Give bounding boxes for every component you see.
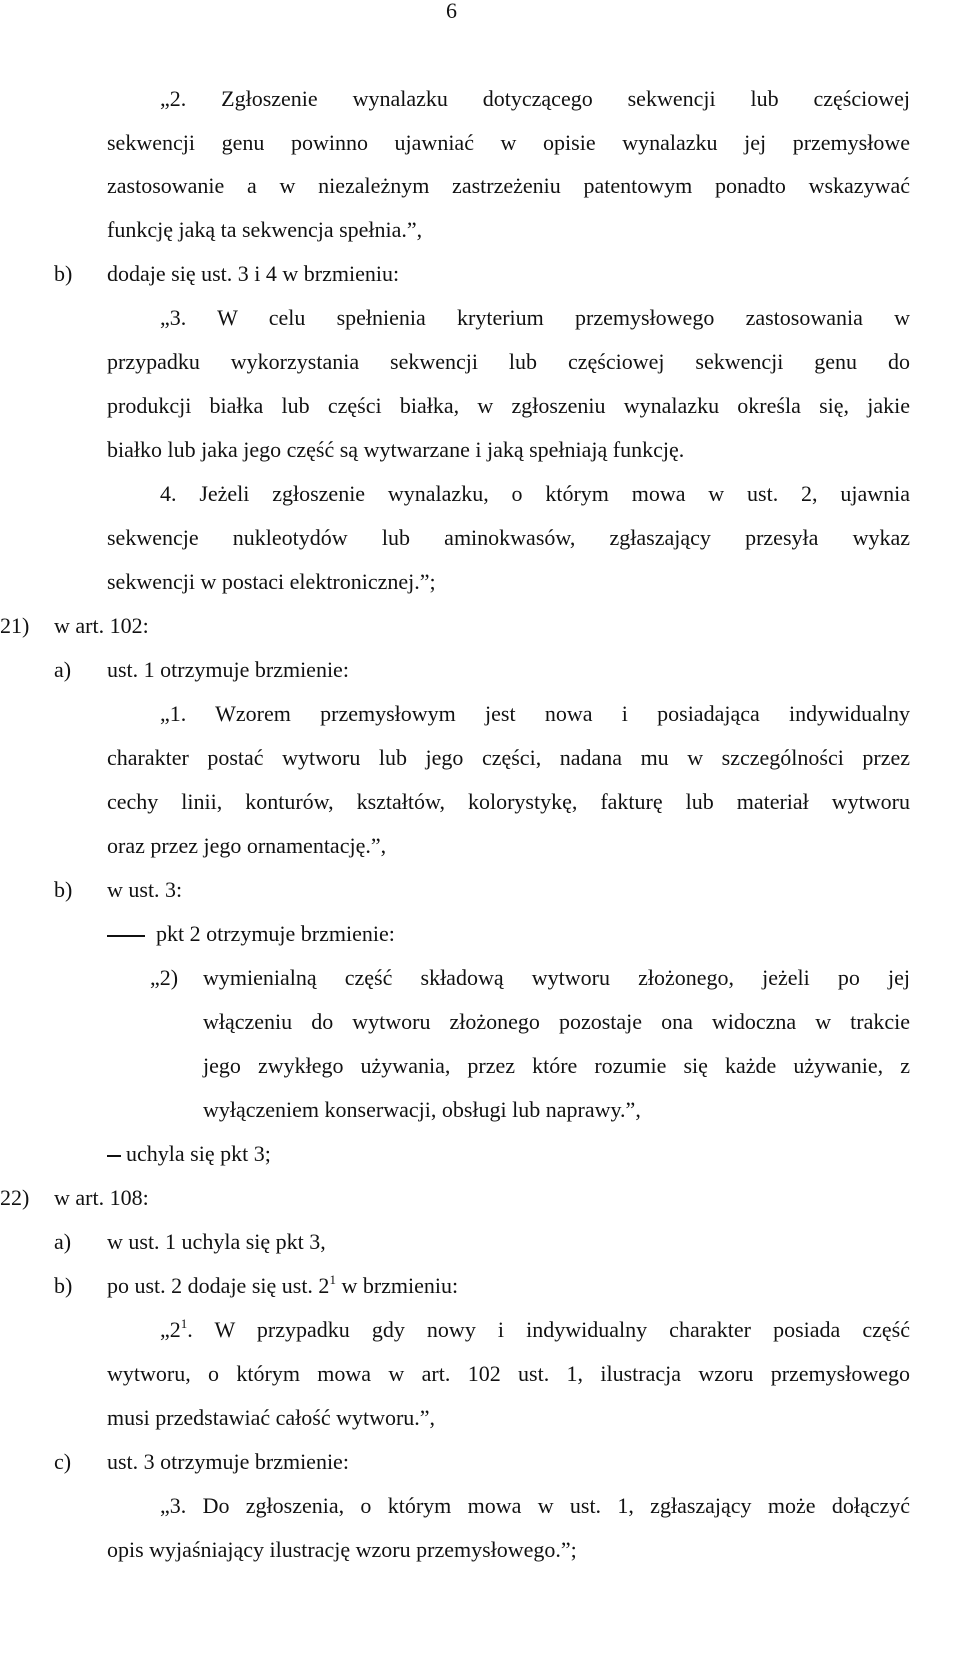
paragraph-line: 4. Jeżeli zgłoszenie wynalazku, o którym mowa w ust. 2, ujawnia [160, 481, 910, 506]
paragraph-line: sekwencji genu powinno ujawniać w opisie wynalazku jej przemysłowe [107, 130, 910, 155]
list-item-text: pkt 2 otrzymuje brzmienie: [156, 921, 395, 946]
superscript: 1 [180, 1316, 188, 1331]
list-marker: b) [54, 1273, 73, 1298]
list-marker: a) [54, 1229, 72, 1254]
list-item-text [107, 1271, 458, 1301]
paragraph-line: sekwencji w postaci elektronicznej.”; [107, 569, 436, 594]
paragraph-line: funkcję jaką ta sekwencja spełnia.”, [107, 217, 423, 242]
paragraph-line: wymienialną część składową wytworu złożonego, jeżeli po jej [203, 965, 910, 990]
list-item-text: dodaje się ust. 3 i 4 w brzmieniu: [107, 261, 400, 286]
dash-bullet [107, 1155, 121, 1157]
paragraph-line: produkcji białka lub części białka, w zgłoszeniu wynalazku określa się, jakie [107, 393, 910, 418]
dash-bullet [107, 935, 145, 937]
text-run: . W przypadku gdy nowy i indywidualny charakter posiada część [187, 1317, 910, 1342]
list-number: 22) [0, 1185, 30, 1210]
paragraph-line: „3. W celu spełnienia kryterium przemysłowego zastosowania w [160, 305, 910, 330]
text-run: po ust. 2 dodaje się ust. 2 [107, 1273, 330, 1298]
text-run: „2 [160, 1317, 181, 1342]
paragraph-line: oraz przez jego ornamentację.”, [107, 833, 387, 858]
list-item-text: w ust. 3: [107, 877, 183, 902]
paragraph-line: „1. Wzorem przemysłowym jest nowa i posiadająca indywidualny [160, 701, 910, 726]
list-item-text: w art. 108: [54, 1185, 149, 1210]
list-item-text: w ust. 1 uchyla się pkt 3, [107, 1229, 326, 1254]
list-item-text: w art. 102: [54, 613, 149, 638]
paragraph-line: wyłączeniem konserwacji, obsługi lub naprawy.”, [203, 1097, 641, 1122]
paragraph-line: opis wyjaśniający ilustrację wzoru przemysłowego.”; [107, 1537, 577, 1562]
text-run: w brzmieniu: [335, 1273, 459, 1298]
list-number: 21) [0, 613, 30, 638]
paragraph-line: jego zwykłego używania, przez które rozumie się każde używanie, z [203, 1053, 910, 1078]
list-item-text: ust. 3 otrzymuje brzmienie: [107, 1449, 349, 1474]
list-marker: c) [54, 1449, 72, 1474]
paragraph-line: włączeniu do wytworu złożonego pozostaje ona widoczna w trakcie [203, 1009, 910, 1034]
list-marker: a) [54, 657, 72, 682]
paragraph-line: „2. Zgłoszenie wynalazku dotyczącego sekwencji lub częściowej [160, 86, 910, 111]
paragraph-line: zastosowanie a w niezależnym zastrzeżeniu patentowym ponadto wskazywać [107, 173, 910, 198]
paragraph-line [160, 1315, 910, 1345]
list-item-text: uchyla się pkt 3; [126, 1141, 271, 1166]
list-marker: „2) [150, 965, 179, 990]
list-marker: b) [54, 261, 73, 286]
paragraph-line: cechy linii, konturów, kształtów, kolorystykę, fakturę lub materiał wytworu [107, 789, 910, 814]
paragraph-line: przypadku wykorzystania sekwencji lub częściowej sekwencji genu do [107, 349, 910, 374]
list-item-text: ust. 1 otrzymuje brzmienie: [107, 657, 349, 682]
superscript: 1 [329, 1272, 336, 1287]
paragraph-line: musi przedstawiać całość wytworu.”, [107, 1405, 436, 1430]
paragraph-line: charakter postać wytworu lub jego części, nadana mu w szczególności przez [107, 745, 910, 770]
list-marker: b) [54, 877, 73, 902]
paragraph-line: „3. Do zgłoszenia, o którym mowa w ust. 1, zgłaszający może dołączyć [160, 1493, 910, 1518]
paragraph-line: wytworu, o którym mowa w art. 102 ust. 1, ilustracja wzoru przemysłowego [107, 1361, 910, 1386]
page-number: 6 [446, 0, 457, 23]
paragraph-line: białko lub jaka jego część są wytwarzane i jaką spełniają funkcję. [107, 437, 685, 462]
paragraph-line: sekwencje nukleotydów lub aminokwasów, zgłaszający przesyła wykaz [107, 525, 910, 550]
